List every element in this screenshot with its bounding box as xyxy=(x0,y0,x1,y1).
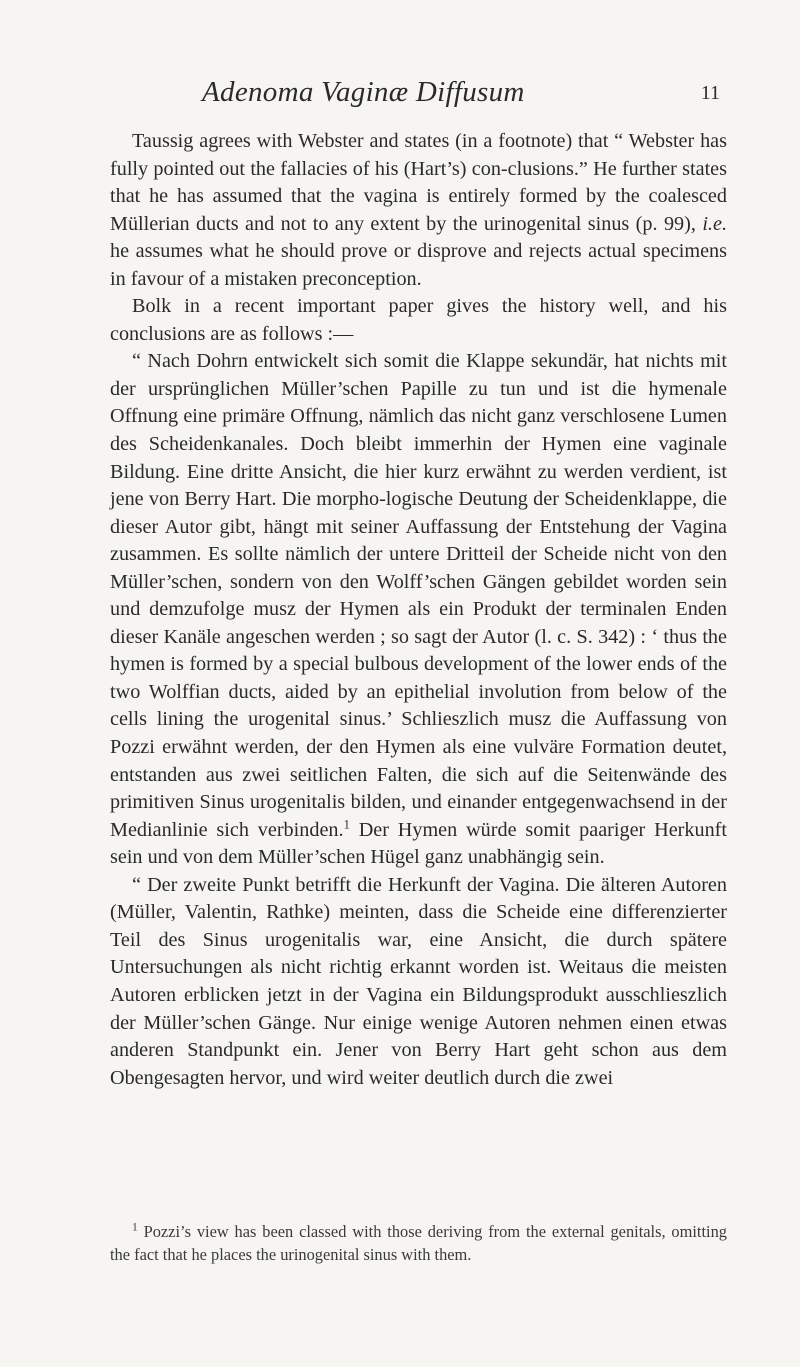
paragraph-bolk-intro: Bolk in a recent important paper gives the history well, and his conclusions are as follows :— xyxy=(110,295,727,345)
quote-1-text-b: Der Hymen würde somit paariger Herkunft sein und von dem Müller’schen Hügel ganz unabhängig sein. xyxy=(110,818,727,869)
paragraph-taussig-text-b: he assumes what he should prove or disprove and rejects actual specimens in favour of a mistaken preconception. xyxy=(110,240,727,290)
quote-1-text-a: “ Nach Dohrn entwickelt sich somit die Klappe sekundär, hat nichts mit der ursprünglichen Müller’schen Papille zu tun und ist die hymenale Offnung eine primäre Offnung, nämlich das nicht ganz verschlosene Lumen des Scheidenkanales. Doch bleibt immerhin der Hymen eine vaginale Bildung. Eine dritte Ansicht, die hier kurz erwähnt zu werden verdient, ist jene von Berry Hart. Die morpho-logische Deutung der Scheidenklappe, die dieser Autor gibt, hängt mit seiner Auffassung der Entstehung der Vagina zusammen. Es sollte nämlich der untere Dritteil der Scheide nicht von den Müller’schen, sondern von den Wolff’schen Gängen gebildet worden sein und demzufolge musz der Hymen als ein Produkt der terminalen Enden dieser Kanäle angeschen werden ; so sagt der Autor (l. c. S. 342) : ‘ thus the hymen is formed by a special bulbous development of the lower ends of the two Wolffian ducts, aided by an epithelial involution from below of the cells lining the urogenital sinus.’ Schlieszlich musz die Auffassung von Pozzi erwähnt werden, der den Hymen als eine vulväre Formation deutet, entstanden aus zwei seitlichen Falten, die sich auf die Seitenwände des primitiven Sinus urogenitalis bilden, und einander entgegenwachsend in der Medianlinie sich verbinden. xyxy=(110,350,727,841)
footnote-marker: 1 xyxy=(132,1221,138,1234)
ie-abbreviation: i.e. xyxy=(702,212,727,235)
page-number: 11 xyxy=(700,82,720,104)
paragraph-taussig-text-a: Taussig agrees with Webster and states (in a footnote) that “ Webster has fully pointed out the fallacies of his (Hart’s) con-clusions.” He further states that he has assumed that the vagina is entirely formed by the coalesced Müllerian ducts and not to any extent by the urinogenital sinus (p. 99), xyxy=(110,130,727,235)
body-text xyxy=(110,128,727,1092)
footnote-reference: 1 xyxy=(343,816,350,831)
paragraph-bolk-quote-1 xyxy=(110,348,727,871)
paragraph-bolk-quote-2: “ Der zweite Punkt betrifft die Herkunft der Vagina. Die älteren Autoren (Müller, Valentin, Rathke) meinten, dass die Scheide eine differenzierter Teil des Sinus urogenitalis war, eine Ansicht, die durch spätere Untersuchungen als nicht richtig erkannt worden ist. Weitaus die meisten Autoren erblicken jetzt in der Vagina ein Bildungsprodukt ausschlieszlich der Müller’schen Gänge. Nur einige wenige Autoren nehmen einen etwas anderen Standpunkt ein. Jener von Berry Hart geht schon aus dem Obengesagten hervor, und wird weiter deutlich durch die zwei xyxy=(110,873,727,1089)
footnote-text: Pozzi’s view has been classed with those deriving from the external genitals, omitting the fact that he places the urinogenital sinus with them. xyxy=(110,1222,727,1264)
running-title: Adenoma Vaginæ Diffusum xyxy=(202,76,525,108)
footnote-1 xyxy=(110,1220,727,1266)
footnotes xyxy=(110,1220,727,1266)
paragraph-taussig xyxy=(110,128,727,293)
running-head xyxy=(110,76,720,116)
